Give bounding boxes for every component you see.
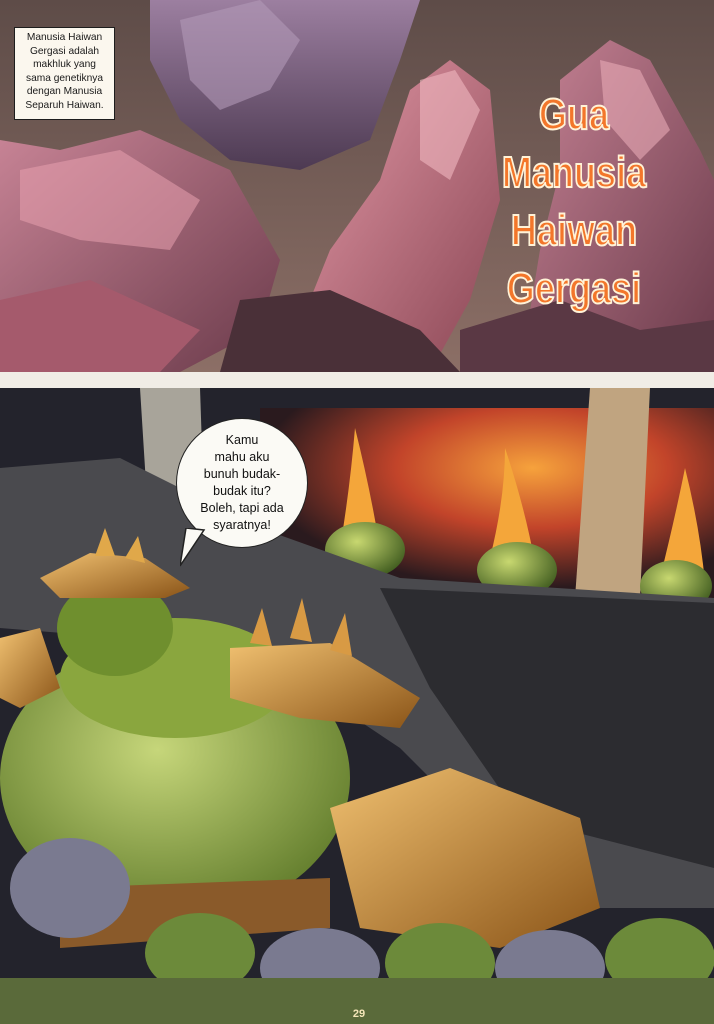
panel-rocky-landscape	[0, 0, 714, 372]
speech-line: Boleh, tapi ada	[200, 501, 284, 515]
title-line: Gua	[538, 90, 610, 139]
location-title	[482, 86, 666, 318]
speech-line: mahu aku	[214, 450, 270, 464]
title-line: Manusia	[501, 148, 647, 197]
caption-line: makhluk yang	[33, 59, 96, 70]
title-line: Gergasi	[506, 264, 642, 313]
ogre-cave-illustration	[0, 388, 714, 1024]
panel-ogre-cave	[0, 388, 714, 1024]
title-line: Haiwan	[510, 206, 638, 255]
caption-line: Gergasi adalah	[29, 45, 100, 57]
speech-bubble-tail	[180, 528, 210, 568]
narration-caption-box	[14, 27, 115, 120]
caption-line: Separuh Haiwan.	[25, 99, 104, 111]
page-number: 29	[352, 1008, 366, 1020]
caption-line: dengan Manusia	[26, 86, 103, 97]
speech-line: budak itu?	[213, 484, 271, 498]
panel-gutter	[0, 372, 714, 388]
caption-line: sama genetiknya	[25, 72, 104, 84]
caption-line: Manusia Haiwan	[26, 32, 103, 43]
speech-line: bunuh budak-	[203, 467, 281, 481]
speech-line: Kamu	[225, 433, 259, 447]
speech-line: syaratnya!	[213, 518, 271, 532]
